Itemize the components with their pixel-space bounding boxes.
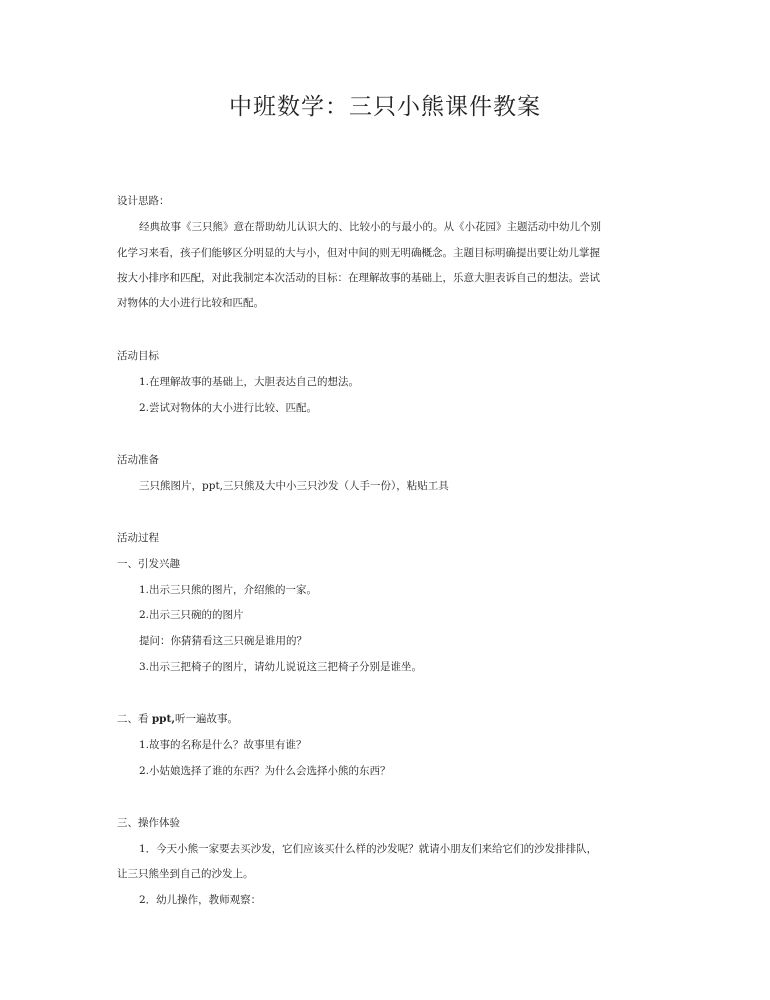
section-2-item: 1.故事的名称是什么？故事里有谁？	[139, 739, 307, 751]
document-title: 中班数学：三只小熊课件教案	[229, 94, 541, 120]
section-1-item: 2.出示三只碗的的图片	[139, 609, 244, 621]
section-2-item: 2.小姑娘选择了谁的东西？为什么会选择小熊的东西？	[139, 765, 391, 777]
section-3-item: 1．今天小熊一家要去买沙发，它们应该买什么样的沙发呢？就请小朋友们来给它们的沙发排排队，	[139, 843, 598, 855]
process-heading: 活动过程	[117, 532, 159, 544]
goal-item: 1.在理解故事的基础上，大胆表达自己的想法。	[139, 376, 360, 388]
section-1-heading: 一、引发兴趣	[117, 558, 180, 570]
design-heading: 设计思路：	[117, 195, 170, 207]
section-2-heading	[117, 711, 238, 726]
section-3-item-continued: 让三只熊坐到自己的沙发上。	[117, 868, 254, 880]
design-paragraph-line: 按大小排序和匹配，对此我制定本次活动的目标：在理解故事的基础上，乐意大胆表诉自己的想法。尝试	[117, 272, 600, 284]
section-1-item: 1.出示三只熊的图片，介绍熊的一家。	[139, 584, 318, 596]
prep-heading: 活动准备	[117, 454, 159, 466]
design-paragraph-line: 经典故事《三只熊》意在帮助幼儿认识大的、比较小的与最小的。从《小花园》主题活动中幼儿个别	[139, 221, 601, 233]
section-1-item: 3.出示三把椅子的图片，请幼儿说说这三把椅子分别是谁坐。	[139, 661, 423, 673]
section-2-heading-prefix: 二、看	[117, 713, 152, 725]
prep-text: 三只熊图片，ppt,三只熊及大中小三只沙发（人手一份），粘贴工具	[139, 480, 449, 492]
goals-heading: 活动目标	[117, 350, 159, 362]
design-paragraph-line: 对物体的大小进行比较和匹配。	[117, 297, 264, 309]
section-3-heading: 三、操作体验	[117, 817, 180, 829]
goal-item: 2.尝试对物体的大小进行比较、匹配。	[139, 402, 318, 414]
design-paragraph-line: 化学习来看，孩子们能够区分明显的大与小，但对中间的则无明确概念。主题目标明确提出要让幼儿掌握	[117, 247, 600, 259]
section-2-heading-bold: ppt,	[151, 713, 176, 725]
section-3-item: 2．幼儿操作，教师观察：	[139, 894, 262, 906]
section-2-heading-suffix: 听一遍故事。	[175, 713, 239, 725]
section-1-item: 提问：你猜猜看这三只碗是谁用的？	[139, 635, 307, 647]
